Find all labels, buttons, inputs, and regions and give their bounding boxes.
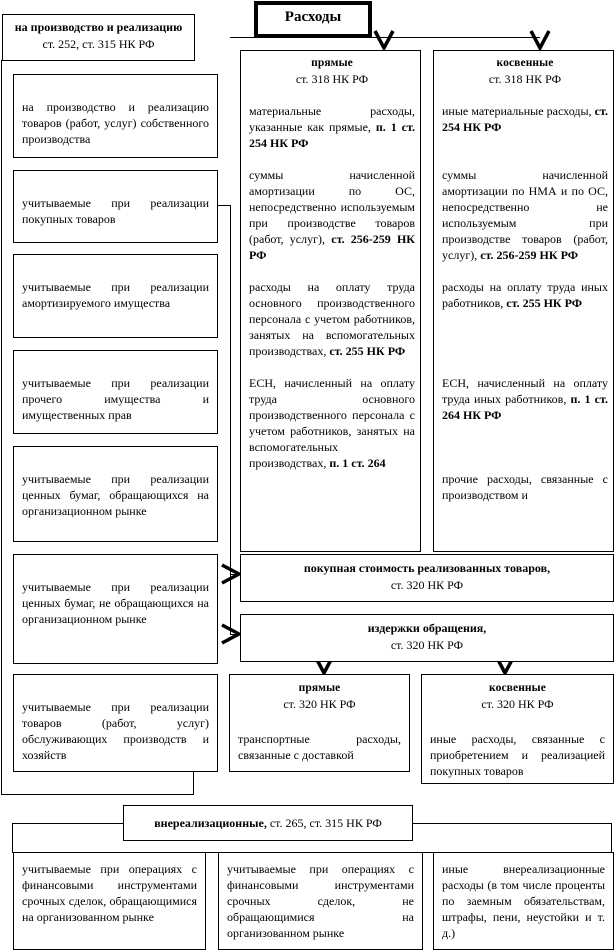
indirect-item: ЕСН, начисленный на оплату труда иных работников, п. 1 ст. 264 НК РФ xyxy=(442,376,608,422)
non-operating-node xyxy=(123,805,413,841)
distribution-costs-ref: ст. 320 НК РФ xyxy=(390,638,464,652)
production-item-text: на производство и реализацию товаров (работ, услуг) собственного производства xyxy=(22,100,209,146)
direct-item: ЕСН, начисленный на оплату труда основного производственного персонала с учетом работников, занятых на вспомогательных производствах, п. 1 ст. 264 xyxy=(249,376,415,470)
production-item xyxy=(13,74,218,158)
frame-line xyxy=(1,60,2,795)
direct-ref: ст. 318 НК РФ xyxy=(295,72,369,86)
indirect-item: суммы начисленной амортизации по НМА и по ОС, непосредственно не используемым при производстве товаров (работ, услуг), ст. 256-259 НК РФ xyxy=(442,168,608,262)
production-item xyxy=(13,254,218,338)
indirect-ref: ст. 318 НК РФ xyxy=(488,72,562,86)
production-item xyxy=(13,674,218,772)
frame-line xyxy=(1,794,194,795)
arrow-down-icon xyxy=(529,29,551,51)
non-operating-item xyxy=(218,852,423,950)
direct-title: прямые xyxy=(311,57,353,69)
distribution-indirect-title: косвенные xyxy=(489,682,546,694)
connector-line xyxy=(217,205,230,206)
direct-item: расходы на оплату труда основного производственного персонала с учетом работников, занятых на вспомогательных производствах, ст. 255 НК РФ xyxy=(249,280,415,358)
production-item-text: учитываемые при реализации покупных товаров xyxy=(22,196,209,226)
indirect-title: косвенные xyxy=(496,57,554,69)
distribution-indirect-node xyxy=(421,674,614,784)
indirect-item: расходы на оплату труда иных работников, ст. 255 НК РФ xyxy=(442,280,608,310)
frame-line xyxy=(12,823,13,853)
non-operating-item xyxy=(13,852,206,950)
direct-costs-content xyxy=(249,55,415,471)
direct-item: суммы начисленной амортизации по ОС, непосредственно используемым при производстве товаров (работ, услуг), ст. 256-259 НК РФ xyxy=(249,168,415,262)
direct-item: материальные расходы, указанные как прямые, п. 1 ст. 254 НК РФ xyxy=(249,104,415,150)
root-node xyxy=(254,1,372,38)
production-item-text: учитываемые при реализации товаров (работ, услуг) обслуживающих производств и хозяйств xyxy=(22,700,209,762)
production-item-text: учитываемые при реализации ценных бумаг, не обращающихся на организационном рынке xyxy=(22,580,209,626)
production-item xyxy=(13,554,218,664)
frame-line xyxy=(193,772,194,795)
indirect-item: иные материальные расходы, ст. 254 НК РФ xyxy=(442,104,608,134)
production-item xyxy=(13,350,218,434)
purchase-cost-title: покупная стоимость реализованных товаров, xyxy=(303,561,551,575)
purchase-cost-node xyxy=(240,554,614,602)
production-item-text: учитываемые при реализации ценных бумаг, обращающихся на организационном рынке xyxy=(22,472,209,518)
frame-line xyxy=(12,823,124,824)
indirect-item: прочие расходы, связанные с производством и xyxy=(442,472,608,502)
distribution-direct-ref: ст. 320 НК РФ xyxy=(283,697,356,711)
distribution-direct-title: прямые xyxy=(298,682,341,694)
non-operating-item xyxy=(433,852,614,950)
non-operating-item-text: иные внереализационные расходы (в том числе проценты по заемным обязательствам, штрафы, пени, неустойки и т. д.) xyxy=(442,862,605,940)
arrow-down-icon xyxy=(373,29,395,51)
distribution-costs-title: издержки обращения, xyxy=(367,621,487,635)
distribution-costs-node xyxy=(240,614,614,662)
root-title: Расходы xyxy=(284,9,342,25)
purchase-cost-ref: ст. 320 НК РФ xyxy=(390,578,464,592)
indirect-costs-content xyxy=(442,55,608,503)
production-title: на производство и реализацию xyxy=(14,20,183,34)
frame-line xyxy=(611,823,612,853)
distribution-indirect-text: иные расходы, связанные с приобретением и реализацией покупных товаров xyxy=(430,732,605,778)
non-operating-item-text: учитываемые при операциях с финансовыми инструментами срочных сделок, обращающимися на организованном рынке xyxy=(22,862,197,924)
arrow-right-icon xyxy=(220,623,242,645)
production-item xyxy=(13,446,218,542)
production-item-text: учитываемые при реализации прочего имущества и имущественных прав xyxy=(22,376,209,422)
production-item xyxy=(13,170,218,243)
non-operating-title: внереализационные, xyxy=(154,816,267,830)
production-node xyxy=(2,14,195,61)
distribution-direct-node xyxy=(229,674,410,772)
distribution-indirect-ref: ст. 320 НК РФ xyxy=(481,697,554,711)
non-operating-item-text: учитываемые при операциях с финансовыми инструментами срочных сделок, не обращающимися на организованном рынке xyxy=(227,862,414,940)
non-operating-label xyxy=(124,815,412,831)
arrow-right-icon xyxy=(220,563,242,585)
production-item-text: учитываемые при реализации амортизируемого имущества xyxy=(22,280,209,310)
non-operating-ref: ст. 265, ст. 315 НК РФ xyxy=(269,816,382,830)
distribution-direct-text: транспортные расходы, связанные с доставкой xyxy=(238,732,401,762)
frame-line xyxy=(412,823,612,824)
production-ref: ст. 252, ст. 315 НК РФ xyxy=(42,37,155,51)
